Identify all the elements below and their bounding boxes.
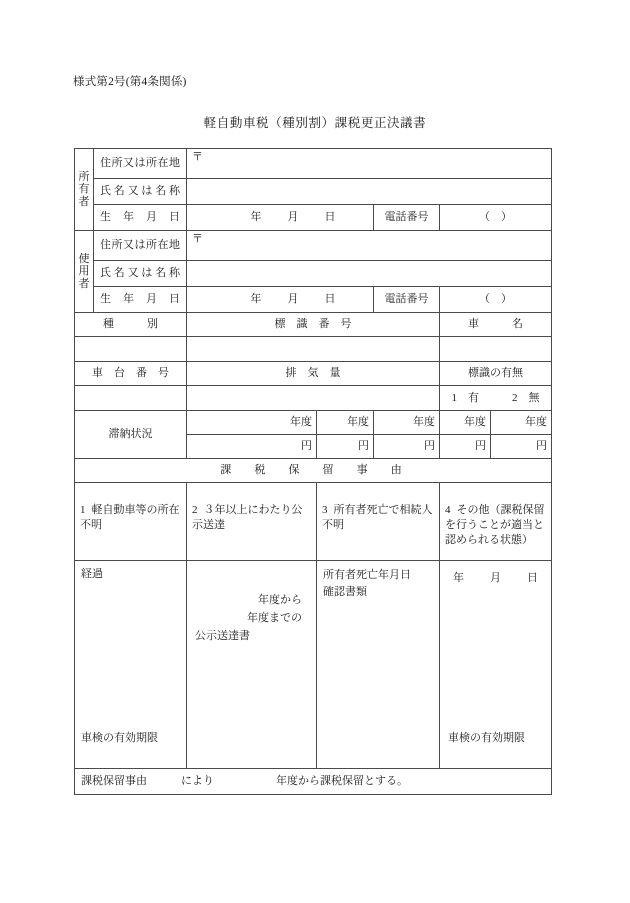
progress-cell-3[interactable] (317, 561, 440, 769)
owner-address-input[interactable] (187, 149, 552, 179)
main-form-table-wrapper (74, 148, 551, 795)
main-form-table (74, 148, 552, 795)
owner-side-char-3: 者 (78, 195, 90, 208)
form-number: 様式第2号(第4条関係) (73, 76, 187, 88)
vehicle-type-label: 種 別 (75, 313, 187, 337)
vehicle-plate-label: 標 識 番 号 (187, 313, 440, 337)
footer-reason-label: 課税保留事由 (81, 775, 147, 788)
user-birth-month: 月 (287, 293, 299, 306)
reserve-option-1-num: 1 (80, 504, 86, 516)
public-notice-to: 年度までの (247, 612, 302, 625)
progress-inspection-expiry-label: 車検の有効期限 (81, 732, 158, 745)
progress-date-ymd (446, 567, 545, 586)
owner-name-label: 氏名又は名称 (94, 179, 187, 205)
vehicle-type-input[interactable] (75, 337, 187, 362)
page-title: 軽自動車税（種別割）課税更正決議書 (203, 116, 427, 130)
vehicle-chassis-input[interactable] (75, 386, 187, 411)
public-notice-from: 年度から (258, 594, 302, 606)
owner-birth-date-input[interactable] (187, 205, 374, 231)
user-birth-ymd (224, 293, 335, 305)
owner-birth-ymd (224, 211, 335, 223)
progress-row (75, 561, 552, 769)
owner-side-char-2: 有 (78, 183, 90, 196)
arrears-year-header-2: 年度 (317, 411, 374, 435)
vehicle-displacement-label: 排 気 量 (187, 362, 440, 386)
arrears-year-header-4: 年度 (440, 411, 491, 435)
footer-by: により (181, 775, 214, 788)
reserve-option-4-num: 4 (445, 504, 451, 516)
owner-phone-input[interactable]: （ ） (440, 205, 552, 231)
reserve-option-4[interactable] (440, 483, 552, 561)
owner-birth-day: 日 (324, 211, 336, 224)
reserve-option-3-num: 3 (322, 504, 328, 516)
reserve-option-2-num: 2 (192, 504, 198, 516)
reserve-option-2[interactable] (187, 483, 317, 561)
death-info-block (323, 567, 433, 600)
owner-phone-label: 電話番号 (374, 205, 440, 231)
footer-statement[interactable] (75, 769, 552, 795)
user-phone-input[interactable]: （ ） (440, 287, 552, 313)
user-birth-date-input[interactable] (187, 287, 374, 313)
progress-cell-4[interactable] (440, 561, 552, 769)
progress-cell-2[interactable] (187, 561, 317, 769)
reserve-option-1[interactable] (75, 483, 187, 561)
reserve-option-2-text: ３年以上にわたり公示送達 (192, 504, 303, 531)
progress-label: 経過 (81, 568, 103, 580)
user-side-char-2: 用 (78, 265, 90, 278)
user-address-input[interactable] (187, 231, 552, 261)
owner-side-char-1: 所 (78, 171, 90, 184)
vehicle-carname-label: 車 名 (440, 313, 552, 337)
vehicle-carname-input[interactable] (440, 337, 552, 362)
user-side-label (75, 231, 94, 313)
postal-mark-icon: 〒 (192, 151, 203, 163)
progress-cell-1[interactable] (75, 561, 187, 769)
vehicle-value-row-2 (75, 386, 552, 411)
reserve-section-title: 課 税 保 留 事 由 (75, 459, 552, 483)
vehicle-chassis-label: 車 台 番 号 (75, 362, 187, 386)
user-name-input[interactable] (187, 261, 552, 287)
arrears-year-header-5: 年度 (491, 411, 552, 435)
public-notice-doc: 公示送達書 (195, 630, 250, 643)
reserve-option-4-text: その他（課税保留を行うことが適当と認められる状態） (445, 504, 545, 546)
arrears-amount-1[interactable]: 円 (187, 435, 317, 459)
user-name-label: 氏名又は名称 (94, 261, 187, 287)
user-name-row (75, 261, 552, 287)
vehicle-plate-exists-options[interactable]: 1 有 2 無 (440, 386, 552, 411)
footer-row (75, 769, 552, 795)
owner-birth-month: 月 (287, 211, 299, 224)
reserve-section-title-row (75, 459, 552, 483)
reserve-option-3[interactable] (317, 483, 440, 561)
vehicle-plate-exists-label: 標識の有無 (440, 362, 552, 386)
owner-birth-year: 年 (250, 211, 262, 224)
progress-date-year: 年 (453, 572, 464, 584)
reserve-option-1-text: 軽自動車等の所在不明 (80, 504, 180, 531)
footer-from-year: 年度から課税保留とする。 (276, 775, 408, 788)
vehicle-header-row-2 (75, 362, 552, 386)
arrears-amount-5[interactable]: 円 (491, 435, 552, 459)
reserve-option-3-text: 所有者死亡で相続人不明 (322, 504, 433, 531)
death-date-label: 所有者死亡年月日 (323, 569, 411, 581)
arrears-amount-3[interactable]: 円 (374, 435, 440, 459)
progress-date-day: 日 (527, 572, 538, 584)
arrears-amount-2[interactable]: 円 (317, 435, 374, 459)
arrears-year-header-3: 年度 (374, 411, 440, 435)
vehicle-displacement-input[interactable] (187, 386, 440, 411)
arrears-header-row (75, 411, 552, 435)
owner-name-input[interactable] (187, 179, 552, 205)
vehicle-header-row-1 (75, 313, 552, 337)
progress-date-month: 月 (490, 572, 501, 584)
owner-birth-row (75, 205, 552, 231)
user-side-char-3: 者 (78, 277, 90, 290)
user-birth-row (75, 287, 552, 313)
user-birth-year: 年 (250, 293, 262, 306)
user-side-char-1: 使 (78, 253, 90, 266)
user-birth-label: 生 年 月 日 (94, 287, 187, 313)
user-address-label: 住所又は所在地 (94, 231, 187, 261)
progress-inspection-expiry-label-right: 車検の有効期限 (448, 732, 525, 745)
death-document-label: 確認書類 (323, 585, 367, 598)
owner-name-row (75, 179, 552, 205)
vehicle-plate-input[interactable] (187, 337, 440, 362)
user-phone-label: 電話番号 (374, 287, 440, 313)
owner-side-label (75, 149, 94, 231)
arrears-amount-4[interactable]: 円 (440, 435, 491, 459)
arrears-label: 滞納状況 (75, 411, 187, 459)
owner-address-label: 住所又は所在地 (94, 149, 187, 179)
postal-mark-icon: 〒 (192, 233, 203, 245)
vehicle-value-row-1 (75, 337, 552, 362)
user-address-row (75, 231, 552, 261)
user-birth-day: 日 (324, 293, 336, 306)
arrears-year-header-1: 年度 (187, 411, 317, 435)
reserve-options-row (75, 483, 552, 561)
public-notice-block (187, 591, 310, 645)
owner-birth-label: 生 年 月 日 (94, 205, 187, 231)
owner-address-row (75, 149, 552, 179)
